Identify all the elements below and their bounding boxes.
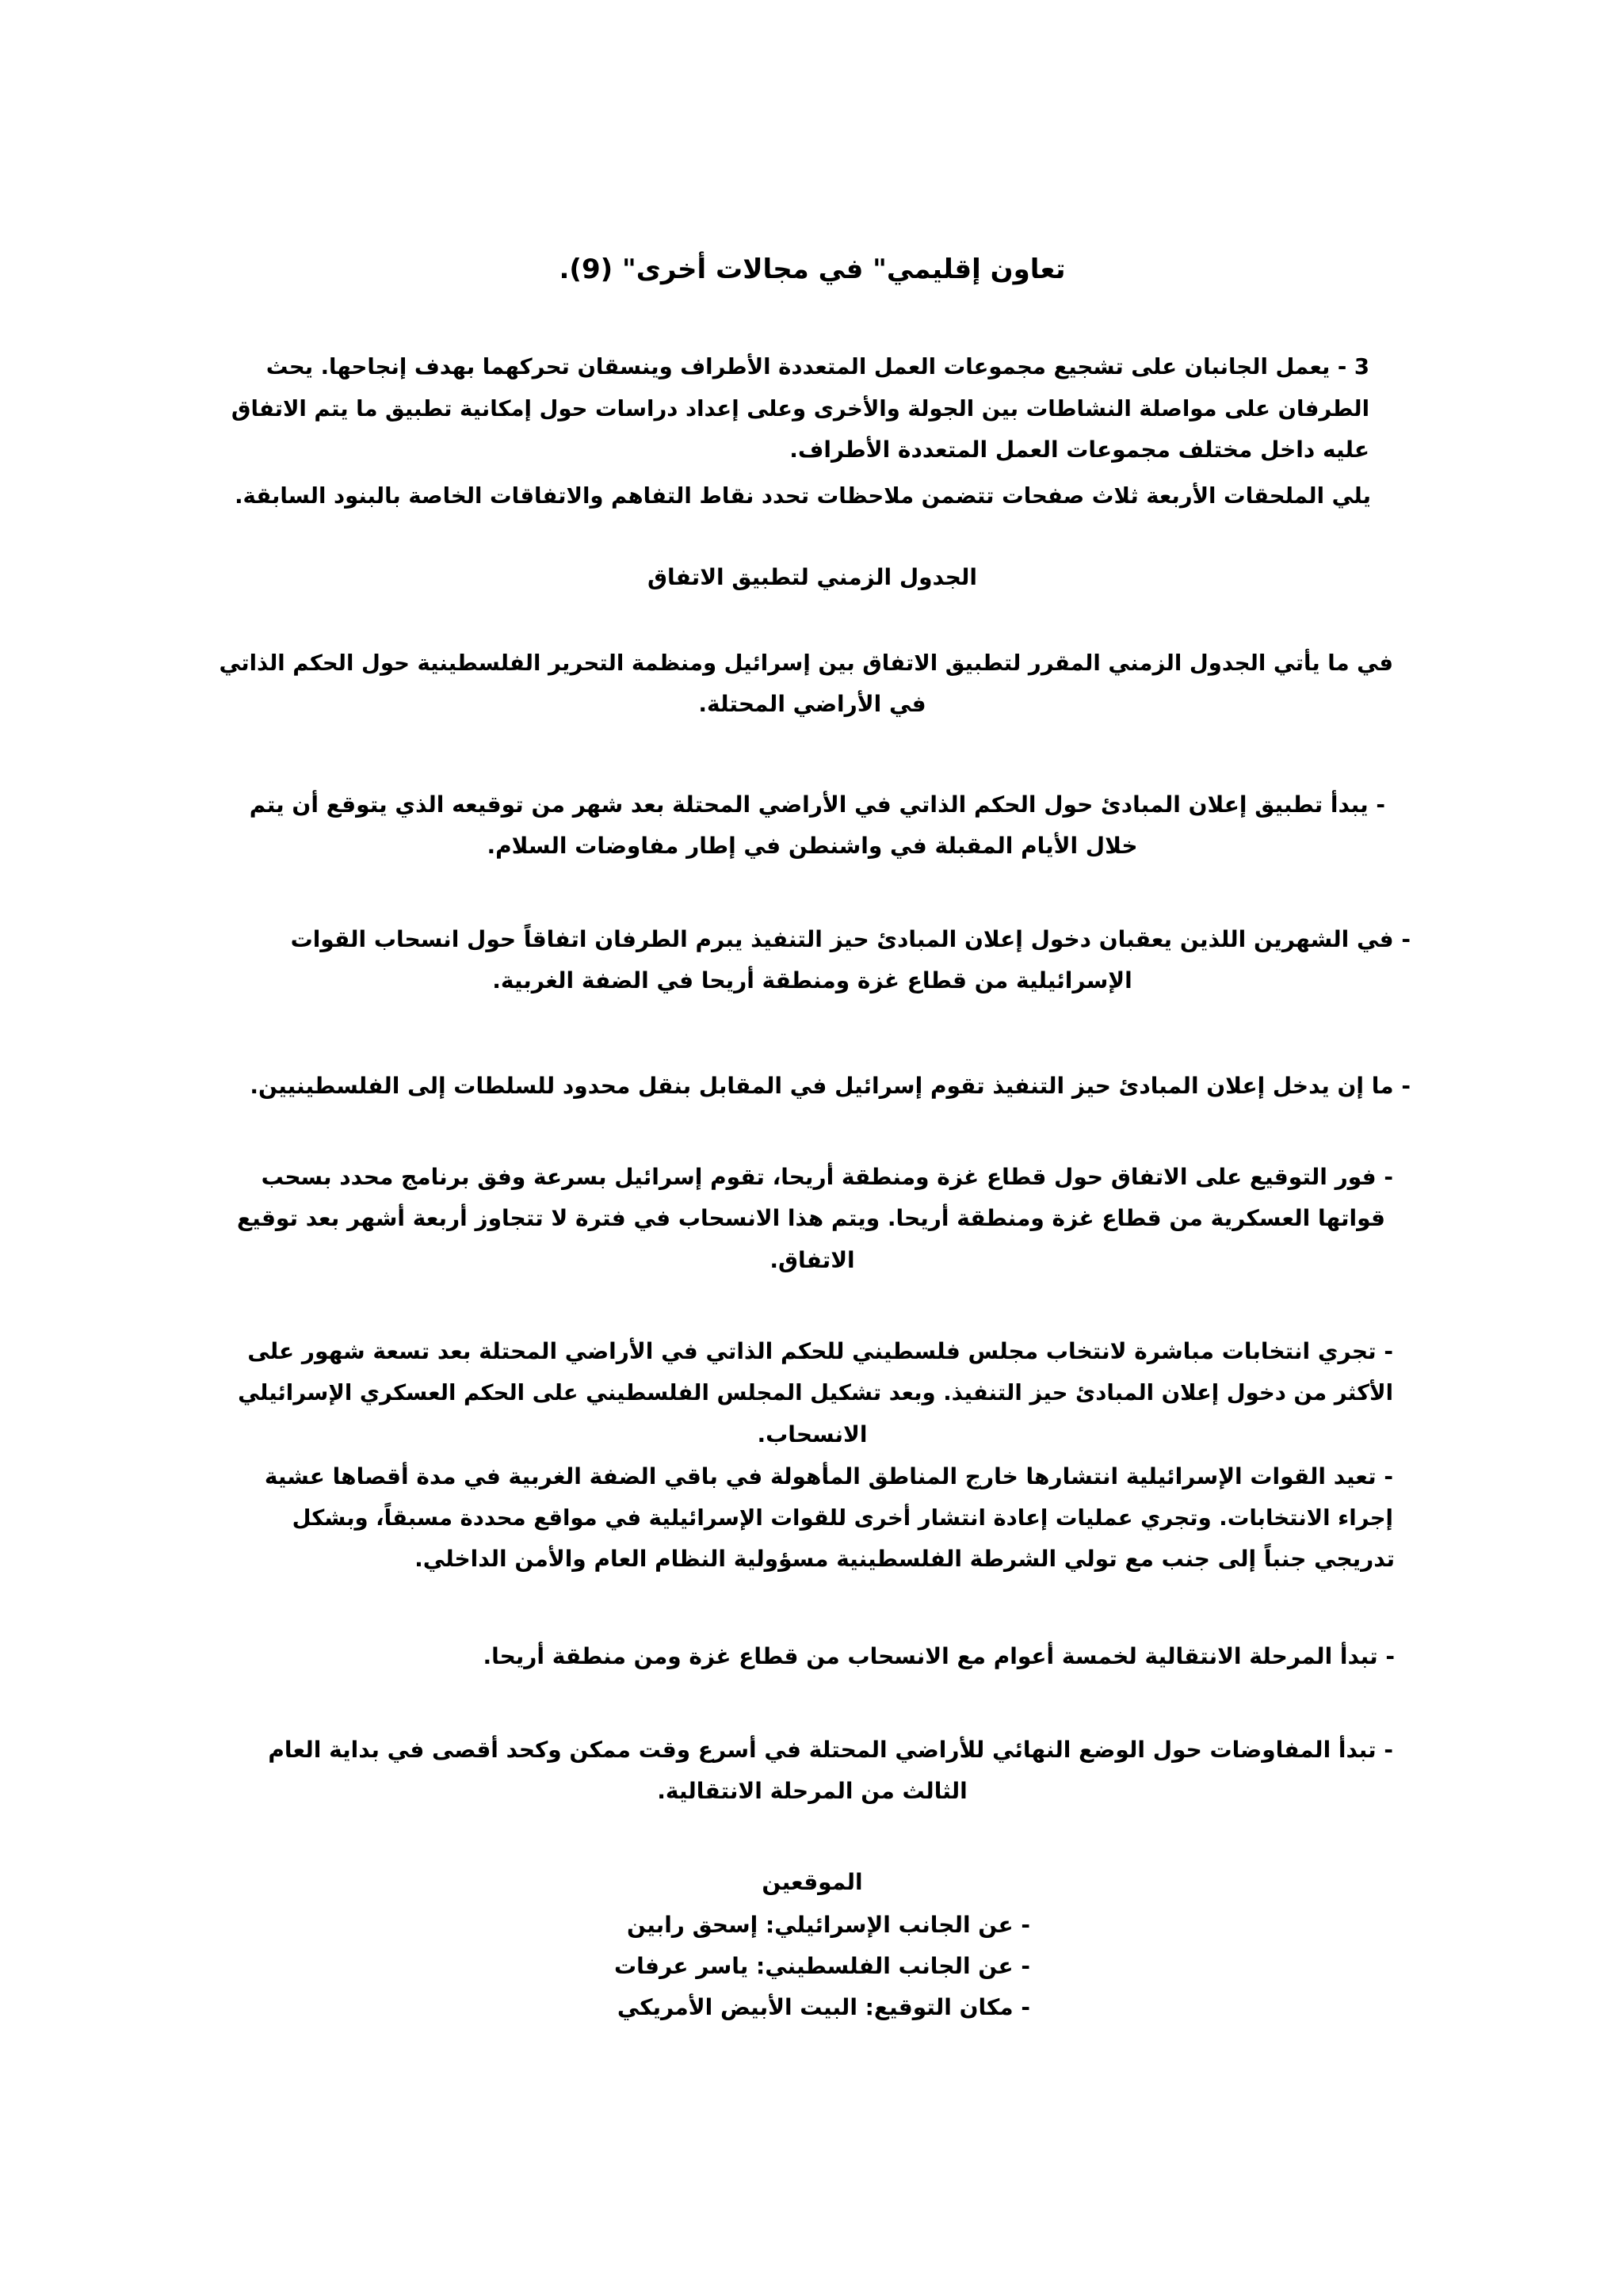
article-3-line-3: عليه داخل مختلف مجموعات العمل المتعددة الأطراف. bbox=[789, 437, 1369, 463]
timeline-intro-line-2: في الأراضي المحتلة. bbox=[698, 691, 926, 717]
section-heading: تعاون إقليمي" في مجالات أخرى" (9). bbox=[559, 254, 1066, 285]
timeline-item-6-line-1: - تعيد القوات الإسرائيلية انتشارها خارج المناطق المأهولة في باقي الضفة الغربية في مدة أقصاها عشية bbox=[264, 1463, 1393, 1489]
timeline-item-4-line-2: قواتها العسكرية من قطاع غزة ومنطقة أريحا. ويتم هذا الانسحاب في فترة لا تتجاوز أربعة أشهر بعد توقيع bbox=[237, 1205, 1385, 1231]
timeline-item-7: - تبدأ المرحلة الانتقالية لخمسة أعوام مع الانسحاب من قطاع غزة ومن منطقة أريحا. bbox=[483, 1643, 1395, 1669]
timeline-item-8-line-1: - تبدأ المفاوضات حول الوضع النهائي للأراضي المحتلة في أسرع وقت ممكن وكحد أقصى في بداية العام bbox=[268, 1737, 1393, 1763]
timeline-item-4-line-3: الاتفاق. bbox=[769, 1247, 855, 1273]
timeline-item-1-line-2: خلال الأيام المقبلة في واشنطن في إطار مفاوضات السلام. bbox=[487, 833, 1138, 859]
annexes-note: يلي الملحقات الأربعة ثلاث صفحات تتضمن ملاحظات تحدد نقاط التفاهم والاتفاقات الخاصة بالبنود السابقة. bbox=[235, 483, 1371, 509]
timeline-item-5-line-1: - تجري انتخابات مباشرة لانتخاب مجلس فلسطيني للحكم الذاتي في الأراضي المحتلة بعد تسعة شهور على bbox=[247, 1338, 1393, 1364]
timeline-item-2-line-1: - في الشهرين اللذين يعقبان دخول إعلان المبادئ حيز التنفيذ يبرم الطرفان اتفاقاً حول انسحاب القوات bbox=[290, 926, 1411, 952]
signatory-israeli: - عن الجانب الإسرائيلي: إسحق رابين bbox=[627, 1912, 1030, 1938]
timeline-item-3: - ما إن يدخل إعلان المبادئ حيز التنفيذ تقوم إسرائيل في المقابل بنقل محدود للسلطات إلى الفلسطينيين. bbox=[250, 1073, 1411, 1099]
signatory-palestinian: - عن الجانب الفلسطيني: ياسر عرفات bbox=[614, 1953, 1030, 1979]
timeline-item-4-line-1: - فور التوقيع على الاتفاق حول قطاع غزة ومنطقة أريحا، تقوم إسرائيل بسرعة وفق برنامج محدد بسحب bbox=[261, 1164, 1393, 1190]
timeline-item-6-line-2: إجراء الانتخابات. وتجري عمليات إعادة انتشار أخرى للقوات الإسرائيلية في مواقع محددة مسبقاً، وبشكل bbox=[292, 1505, 1393, 1531]
article-3-line-1: 3 - يعمل الجانبان على تشجيع مجموعات العمل المتعددة الأطراف وينسقان تحركهما بهدف إنجاحها. يحث bbox=[265, 354, 1369, 379]
timeline-item-5-line-3: الانسحاب. bbox=[757, 1421, 868, 1447]
timeline-item-1-line-1: - يبدأ تطبيق إعلان المبادئ حول الحكم الذاتي في الأراضي المحتلة بعد شهر من توقيعه الذي يتوقع أن يتم bbox=[249, 791, 1385, 818]
timeline-intro-line-1: في ما يأتي الجدول الزمني المقرر لتطبيق الاتفاق بين إسرائيل ومنظمة التحرير الفلسطينية حول الحكم الذاتي bbox=[219, 650, 1393, 676]
timeline-title: الجدول الزمني لتطبيق الاتفاق bbox=[647, 564, 977, 590]
timeline-item-8-line-2: الثالث من المرحلة الانتقالية. bbox=[657, 1778, 968, 1804]
signatories-title: الموقعين bbox=[762, 1869, 863, 1895]
article-3-line-2: الطرفان على مواصلة النشاطات بين الجولة والأخرى وعلى إعداد دراسات حول إمكانية تطبيق ما يتم الاتفاق bbox=[231, 396, 1369, 421]
timeline-item-6-line-3: تدريجي جنباً إلى جنب مع تولي الشرطة الفلسطينية مسؤولية النظام العام والأمن الداخلي. bbox=[414, 1546, 1395, 1572]
timeline-item-5-line-2: الأكثر من دخول إعلان المبادئ حيز التنفيذ. وبعد تشكيل المجلس الفلسطيني على الحكم العسكري الإسرائيلي bbox=[238, 1380, 1393, 1405]
signing-place: - مكان التوقيع: البيت الأبيض الأمريكي bbox=[617, 1994, 1030, 2020]
timeline-item-2-line-2: الإسرائيلية من قطاع غزة ومنطقة أريحا في الضفة الغربية. bbox=[492, 967, 1132, 994]
